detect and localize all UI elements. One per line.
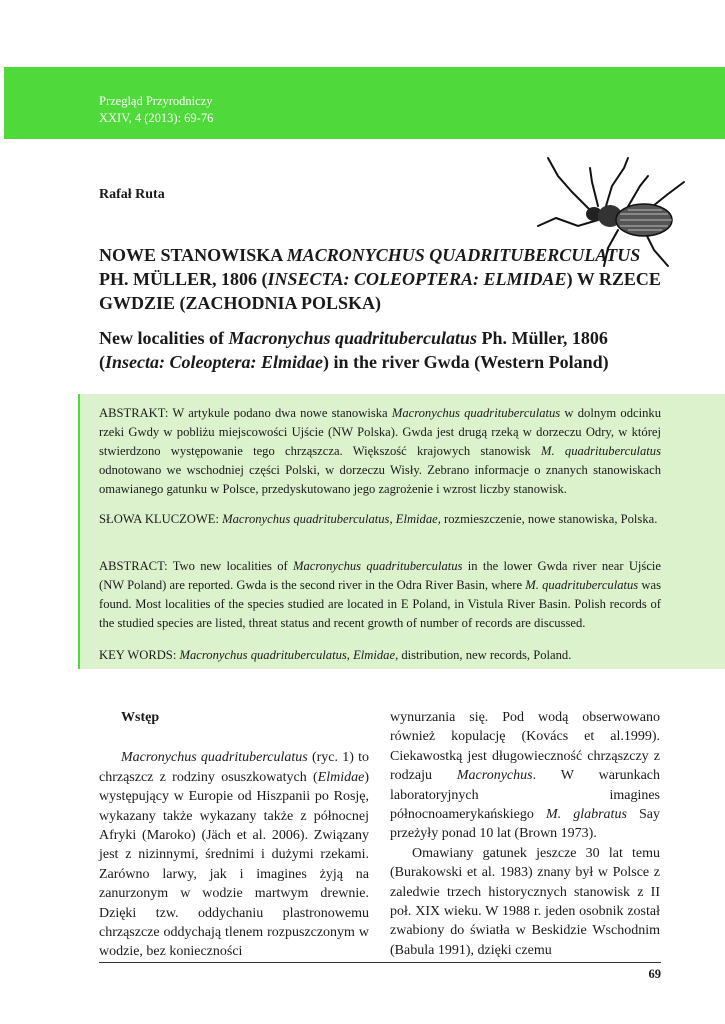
abstract-english: ABSTRACT: Two new localities of Macronychus quadrituberculatus in the lower Gwda river near Ujście (NW Poland) are reported. Gwda is the second river in the Odra River Basin, where M. quadrituberculatus was found. Most localities of the species studied are located in E Poland, in Vistula River Basin. Polish records of the studied species are listed, threat status and recent growth of number of records are discussed. [99, 559, 662, 630]
title-polish: NOWE STANOWISKA MACRONYCHUS QUADRITUBERCULATUS PH. MÜLLER, 1806 (INSECTA: COLEOPTERA: ELMIDAE) W RZECE GWDZIE (ZACHODNIA POLSKA) [99, 245, 661, 313]
body-column-left [99, 708, 369, 962]
keywords-english: KEY WORDS: Macronychus quadrituberculatus, Elmidae, distribution, new records, Poland. [99, 648, 572, 662]
keywords-polish: SŁOWA KLUCZOWE: Macronychus quadrituberculatus, Elmidae, rozmieszczenie, nowe stanowiska, Polska. [99, 512, 658, 526]
author-name: Rafał Ruta [99, 187, 165, 202]
journal-name: Przegląd Przyrodniczy [99, 94, 213, 108]
abstract-polish: ABSTRAKT: W artykule podano dwa nowe stanowiska Macronychus quadrituberculatus w dolnym odcinku rzeki Gwdy w pobliżu miejscowości Ujście (NW Polska). Gwda jest drugą rzeką w dorzeczu Odry, w której stwierdzono występowanie tego chrząszcza. Większość krajowych stanowisk M. quadrituberculatus odnotowano we wschodniej części Polski, w dorzeczu Wisły. Zebrano informacje o znanych stanowiskach omawianego gatunku w Polsce, przedyskutowano jego zagrożenie i wzrost liczby stanowisk. [99, 406, 661, 496]
section-heading: Wstęp [121, 710, 160, 725]
body-column-right [390, 708, 660, 960]
footer-rule [99, 962, 661, 963]
body-paragraph-2: Omawiany gatunek jeszcze 30 lat temu (Burakowski et al. 1983) znany był w Polsce z zaledwie trzech historycznych stanowisk z II poł. XIX wieku. W 1988 r. jeden osobnik został zwabiony do światła w Beskidzie Wschodnim (Babula 1991), dzięki czemu [390, 845, 660, 958]
page-number: 69 [648, 967, 661, 981]
body-paragraph: wynurzania się. Pod wodą obserwowano również kopulację (Kovács et al.1999). Ciekawostką jest długowieczność chrząszczy z rodzaju Macronychus. W warunkach laboratoryjnych imagines północnoamerykańskiego M. glabratus Say przeżyły ponad 10 lat (Brown 1973). [390, 710, 661, 842]
journal-issue: XXIV, 4 (2013): 69-76 [99, 111, 214, 125]
journal-info [99, 93, 213, 127]
body-paragraph: Macronychus quadrituberculatus (ryc. 1) to chrząszcz z rodziny osuszkowatych (Elmidae) występujący w Europie od Hiszpanii po Rosję, wykazany także wykazany także z północnej Afryki (Maroko) (Jäch et al. 2006). Związany jest z nizinnymi, średnimi i dużymi rzekami. Zarówno larwy, jak i imagines żyją na zanurzonym w wodzie martwym drewnie. Dzięki tzw. oddychaniu plastronowemu chrząszcze oddychają tlenem rozpuszczonym w wodzie, bez konieczności [99, 750, 369, 960]
title-english: New localities of Macronychus quadrituberculatus Ph. Müller, 1806 (Insecta: Coleoptera: Elmidae) in the river Gwda (Western Poland) [99, 328, 609, 372]
